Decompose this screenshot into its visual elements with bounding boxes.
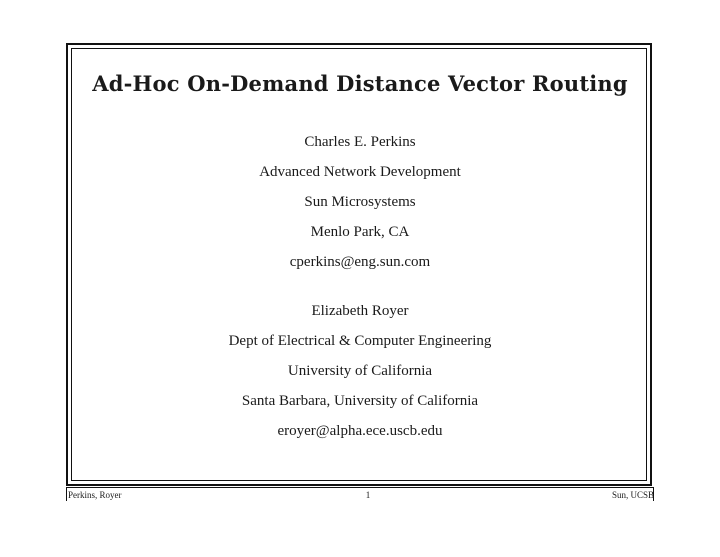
footer-affiliations: Sun, UCSB <box>611 490 654 500</box>
footer-rule <box>66 487 654 488</box>
footer-page-number: 1 <box>365 490 371 500</box>
author-2-organization: University of California <box>287 363 433 379</box>
author-1-email: cperkins@eng.sun.com <box>289 254 431 270</box>
author-1-department: Advanced Network Development <box>259 164 461 180</box>
author-1-location: Menlo Park, CA <box>310 224 410 240</box>
author-2-name: Elizabeth Royer <box>311 303 409 319</box>
author-1-organization: Sun Microsystems <box>304 194 416 210</box>
author-2-location: Santa Barbara, University of California <box>241 393 479 409</box>
footer-authors: Perkins, Royer <box>68 490 122 500</box>
author-1-name: Charles E. Perkins <box>304 134 416 150</box>
slide-title: Ad-Hoc On-Demand Distance Vector Routing <box>92 71 628 96</box>
author-2-email: eroyer@alpha.ece.uscb.edu <box>277 423 443 439</box>
author-2-department: Dept of Electrical & Computer Engineering <box>228 333 492 349</box>
